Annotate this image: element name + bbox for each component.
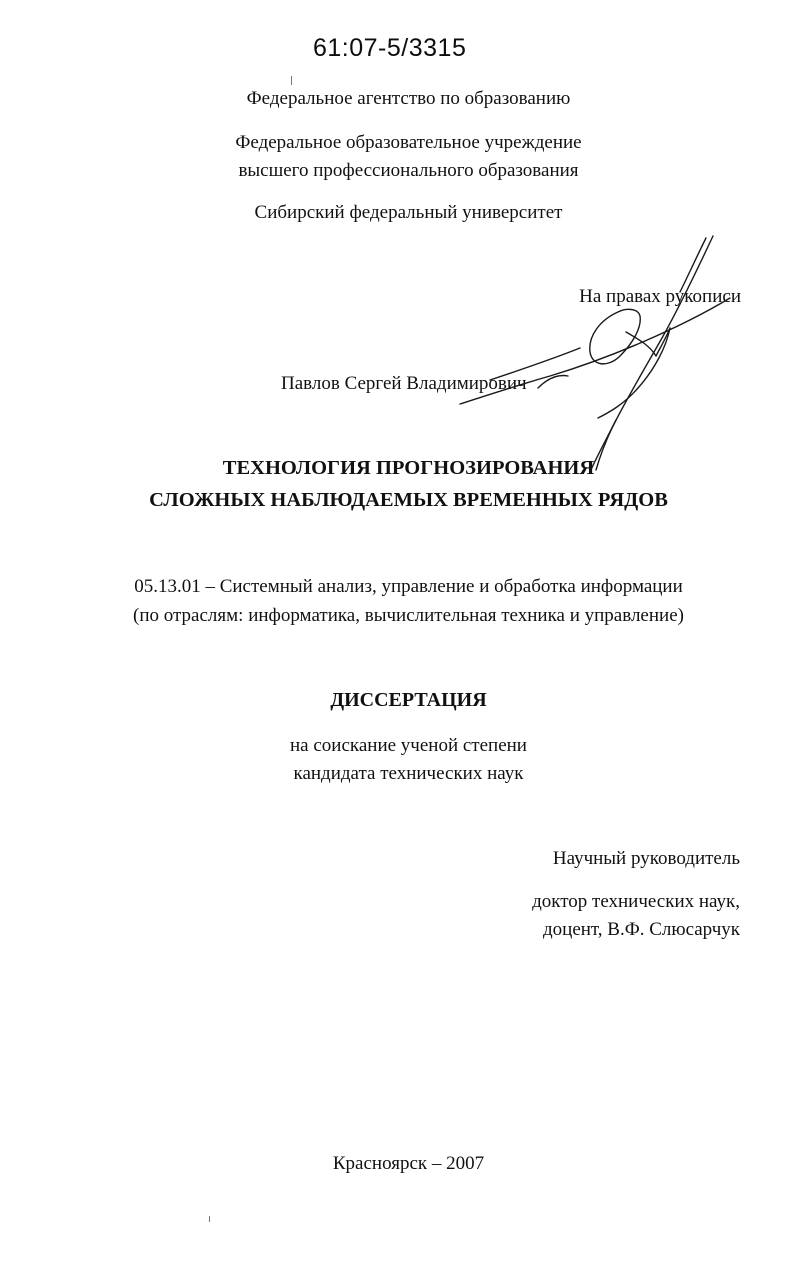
city-and-year: Красноярск – 2007 — [332, 1153, 485, 1174]
advisor-degree: доктор технических наук, — [532, 891, 740, 912]
registration-stamp-number: 61:07-5/3315 — [313, 34, 467, 62]
manuscript-rights-note: На правах рукописи — [579, 286, 741, 307]
handwritten-signature — [430, 228, 750, 478]
scan-speck — [291, 76, 292, 85]
thesis-title-line-2: СЛОЖНЫХ НАБЛЮДАЕМЫХ ВРЕМЕННЫХ РЯДОВ — [149, 489, 668, 511]
degree-line-2: кандидата технических наук — [293, 763, 524, 784]
university-name: Сибирский федеральный университет — [254, 202, 563, 223]
scan-speck — [209, 1216, 210, 1222]
degree-line-1: на соискание ученой степени — [290, 735, 527, 756]
document-type-heading: ДИССЕРТАЦИЯ — [330, 689, 487, 711]
agency-name: Федеральное агентство по образованию — [246, 88, 571, 109]
advisor-name: доцент, В.Ф. Слюсарчук — [542, 919, 740, 940]
specialty-code-line-1: 05.13.01 – Системный анализ, управление и обработка информации — [134, 576, 683, 597]
specialty-code-line-2: (по отраслям: информатика, вычислительная техника и управление) — [133, 605, 684, 626]
institution-line-2: высшего профессионального образования — [238, 160, 579, 181]
advisor-heading: Научный руководитель — [552, 848, 740, 869]
thesis-title-line-1: ТЕХНОЛОГИЯ ПРОГНОЗИРОВАНИЯ — [222, 457, 595, 479]
institution-line-1: Федеральное образовательное учреждение — [235, 132, 582, 153]
author-name: Павлов Сергей Владимирович — [281, 373, 527, 394]
